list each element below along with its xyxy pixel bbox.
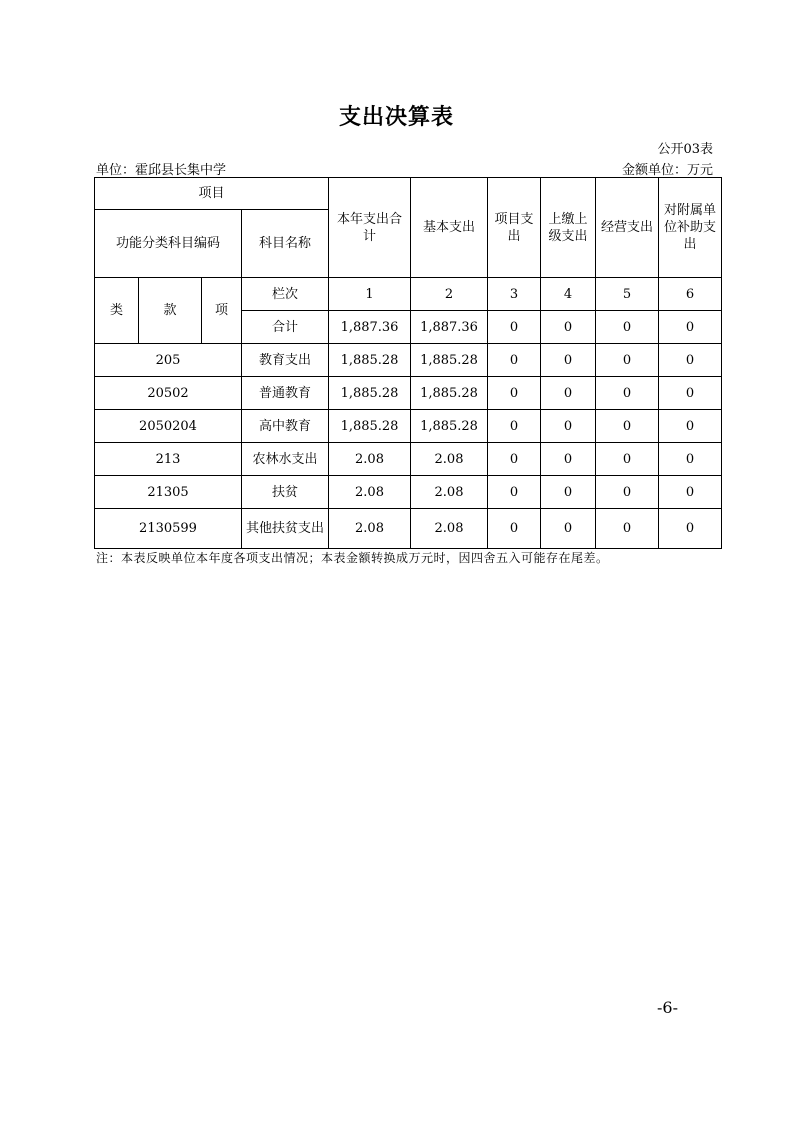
cell-value: 0	[596, 311, 659, 344]
row-code: 2130599	[95, 509, 242, 549]
header-subject-name: 科目名称	[242, 210, 329, 278]
col-index: 5	[596, 278, 659, 311]
col-index: 3	[488, 278, 541, 311]
cell-value: 0	[596, 509, 659, 549]
cell-value: 0	[541, 410, 596, 443]
cell-value: 1,885.28	[411, 377, 488, 410]
cell-value: 0	[541, 509, 596, 549]
cell-value: 0	[659, 410, 722, 443]
table-note: 注：本表反映单位本年度各项支出情况；本表金额转换成万元时，因四舍五入可能存在尾差。	[96, 551, 609, 565]
header-upper: 上缴上级支出	[541, 178, 596, 278]
cell-value: 0	[596, 476, 659, 509]
header-item: 项目	[95, 178, 329, 210]
cell-value: 2.08	[329, 476, 411, 509]
row-name: 高中教育	[242, 410, 329, 443]
cell-value: 0	[596, 410, 659, 443]
cell-value: 0	[488, 476, 541, 509]
cell-value: 0	[488, 410, 541, 443]
header-basic: 基本支出	[411, 178, 488, 278]
cell-value: 1,885.28	[329, 344, 411, 377]
cell-value: 2.08	[411, 476, 488, 509]
row-code: 20502	[95, 377, 242, 410]
cell-value: 0	[488, 509, 541, 549]
cell-value: 0	[659, 377, 722, 410]
cell-value: 2.08	[411, 509, 488, 549]
header-kuan: 款	[139, 278, 202, 344]
cell-value: 2.08	[329, 509, 411, 549]
header-business: 经营支出	[596, 178, 659, 278]
cell-value: 1,887.36	[411, 311, 488, 344]
cell-value: 0	[596, 377, 659, 410]
row-code: 2050204	[95, 410, 242, 443]
cell-value: 2.08	[411, 443, 488, 476]
header-xiang: 项	[202, 278, 242, 344]
cell-value: 1,885.28	[411, 344, 488, 377]
cell-value: 0	[659, 509, 722, 549]
cell-value: 0	[659, 476, 722, 509]
table-row	[95, 410, 722, 443]
table-row	[95, 377, 722, 410]
header-project: 项目支出	[488, 178, 541, 278]
cell-value: 0	[659, 311, 722, 344]
row-name: 其他扶贫支出	[242, 509, 329, 549]
row-code: 21305	[95, 476, 242, 509]
cell-value: 1,887.36	[329, 311, 411, 344]
page-number: -6-	[657, 998, 678, 1017]
amount-unit: 金额单位：万元	[621, 163, 713, 178]
header-func-code: 功能分类科目编码	[95, 210, 242, 278]
cell-value: 0	[596, 443, 659, 476]
row-code: 205	[95, 344, 242, 377]
cell-value: 1,885.28	[411, 410, 488, 443]
header-subsidy: 对附属单位补助支出	[659, 178, 722, 278]
col-index: 4	[541, 278, 596, 311]
table-row	[95, 509, 722, 549]
header-lanci: 栏次	[242, 278, 329, 311]
row-name: 农林水支出	[242, 443, 329, 476]
header-lei: 类	[95, 278, 139, 344]
header-total: 本年支出合计	[329, 178, 411, 278]
cell-value: 1,885.28	[329, 377, 411, 410]
cell-value: 0	[541, 311, 596, 344]
cell-value: 0	[541, 377, 596, 410]
cell-value: 0	[541, 344, 596, 377]
cell-value: 0	[659, 344, 722, 377]
unit-name: 单位：霍邱县长集中学	[96, 163, 227, 178]
expenditure-table	[94, 177, 722, 549]
cell-value: 0	[541, 476, 596, 509]
col-index: 1	[329, 278, 411, 311]
row-name: 教育支出	[242, 344, 329, 377]
cell-value: 0	[541, 443, 596, 476]
table-row	[95, 476, 722, 509]
table-row	[95, 443, 722, 476]
col-index: 6	[659, 278, 722, 311]
cell-value: 0	[488, 443, 541, 476]
cell-value: 1,885.28	[329, 410, 411, 443]
cell-value: 0	[488, 377, 541, 410]
cell-value: 0	[659, 443, 722, 476]
row-name: 扶贫	[242, 476, 329, 509]
form-number: 公开03表	[657, 142, 713, 157]
total-label: 合计	[242, 311, 329, 344]
row-name: 普通教育	[242, 377, 329, 410]
cell-value: 0	[488, 311, 541, 344]
cell-value: 0	[488, 344, 541, 377]
cell-value: 0	[596, 344, 659, 377]
row-code: 213	[95, 443, 242, 476]
table-row	[95, 344, 722, 377]
cell-value: 2.08	[329, 443, 411, 476]
col-index: 2	[411, 278, 488, 311]
page-title: 支出决算表	[338, 105, 454, 130]
